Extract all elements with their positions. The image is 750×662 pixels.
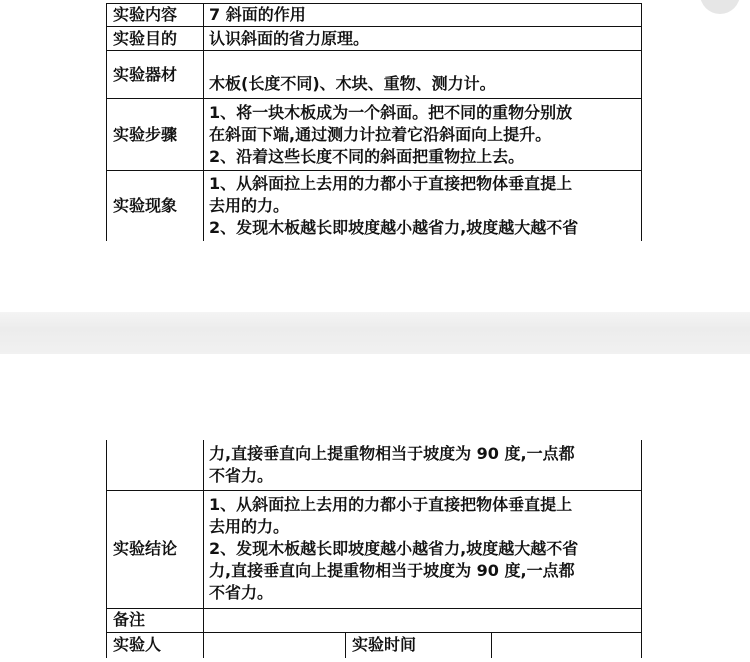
steps-line-3: 2、沿着这些长度不同的斜面把重物拉上去。 <box>209 146 525 166</box>
value-conclusion <box>204 490 642 608</box>
experiment-table-part-2 <box>106 440 642 658</box>
row-experimenter <box>107 632 642 658</box>
steps-line-2: 在斜面下端,通过测力计拉着它沿斜面向上提升。 <box>209 124 552 144</box>
label-time: 实验时间 <box>346 632 492 658</box>
row-phenomena-continued <box>107 440 642 490</box>
value-content: 7 斜面的作用 <box>204 4 642 27</box>
row-steps <box>107 99 642 171</box>
value-steps <box>204 99 642 171</box>
phenomena-line-1: 1、从斜面拉上去用的力都小于直接把物体垂直提上 <box>209 174 573 193</box>
value-time <box>492 632 642 658</box>
value-materials: 木板(长度不同)、木块、重物、测力计。 <box>204 51 642 99</box>
value-phenomena-continued <box>204 440 642 490</box>
label-content: 实验内容 <box>107 4 204 27</box>
row-purpose <box>107 27 642 51</box>
row-conclusion <box>107 490 642 608</box>
experiment-table-part-1 <box>106 3 642 241</box>
conclusion-line-2: 去用的力。 <box>209 517 290 536</box>
row-phenomena <box>107 171 642 241</box>
phenomena-line-2: 去用的力。 <box>209 196 290 215</box>
row-materials <box>107 51 642 99</box>
row-content <box>107 4 642 27</box>
phenomena-cont-line-1: 力,直接垂直向上提重物相当于坡度为 90 度,一点都 <box>209 443 575 463</box>
page-separator <box>0 312 750 354</box>
phenomena-cont-line-2: 不省力。 <box>209 465 274 485</box>
label-phenomena-continued <box>107 440 204 490</box>
label-purpose: 实验目的 <box>107 27 204 51</box>
value-experimenter <box>204 632 346 658</box>
label-experimenter: 实验人 <box>107 632 204 658</box>
conclusion-line-1: 1、从斜面拉上去用的力都小于直接把物体垂直提上 <box>209 495 573 514</box>
label-conclusion: 实验结论 <box>107 490 204 608</box>
label-materials: 实验器材 <box>107 51 204 99</box>
label-steps: 实验步骤 <box>107 99 204 171</box>
label-remarks: 备注 <box>107 608 204 632</box>
conclusion-line-3: 2、发现木板越长即坡度越小越省力,坡度越大越不省 <box>209 539 579 558</box>
row-remarks <box>107 608 642 632</box>
value-purpose: 认识斜面的省力原理。 <box>204 27 642 51</box>
value-phenomena <box>204 171 642 241</box>
steps-line-1: 1、将一块木板成为一个斜面。把不同的重物分别放 <box>209 102 573 122</box>
conclusion-line-5: 不省力。 <box>209 583 274 602</box>
conclusion-line-4: 力,直接垂直向上提重物相当于坡度为 90 度,一点都 <box>209 561 575 580</box>
label-phenomena: 实验现象 <box>107 171 204 241</box>
phenomena-line-3: 2、发现木板越长即坡度越小越省力,坡度越大越不省 <box>209 218 579 237</box>
value-remarks <box>204 608 642 632</box>
